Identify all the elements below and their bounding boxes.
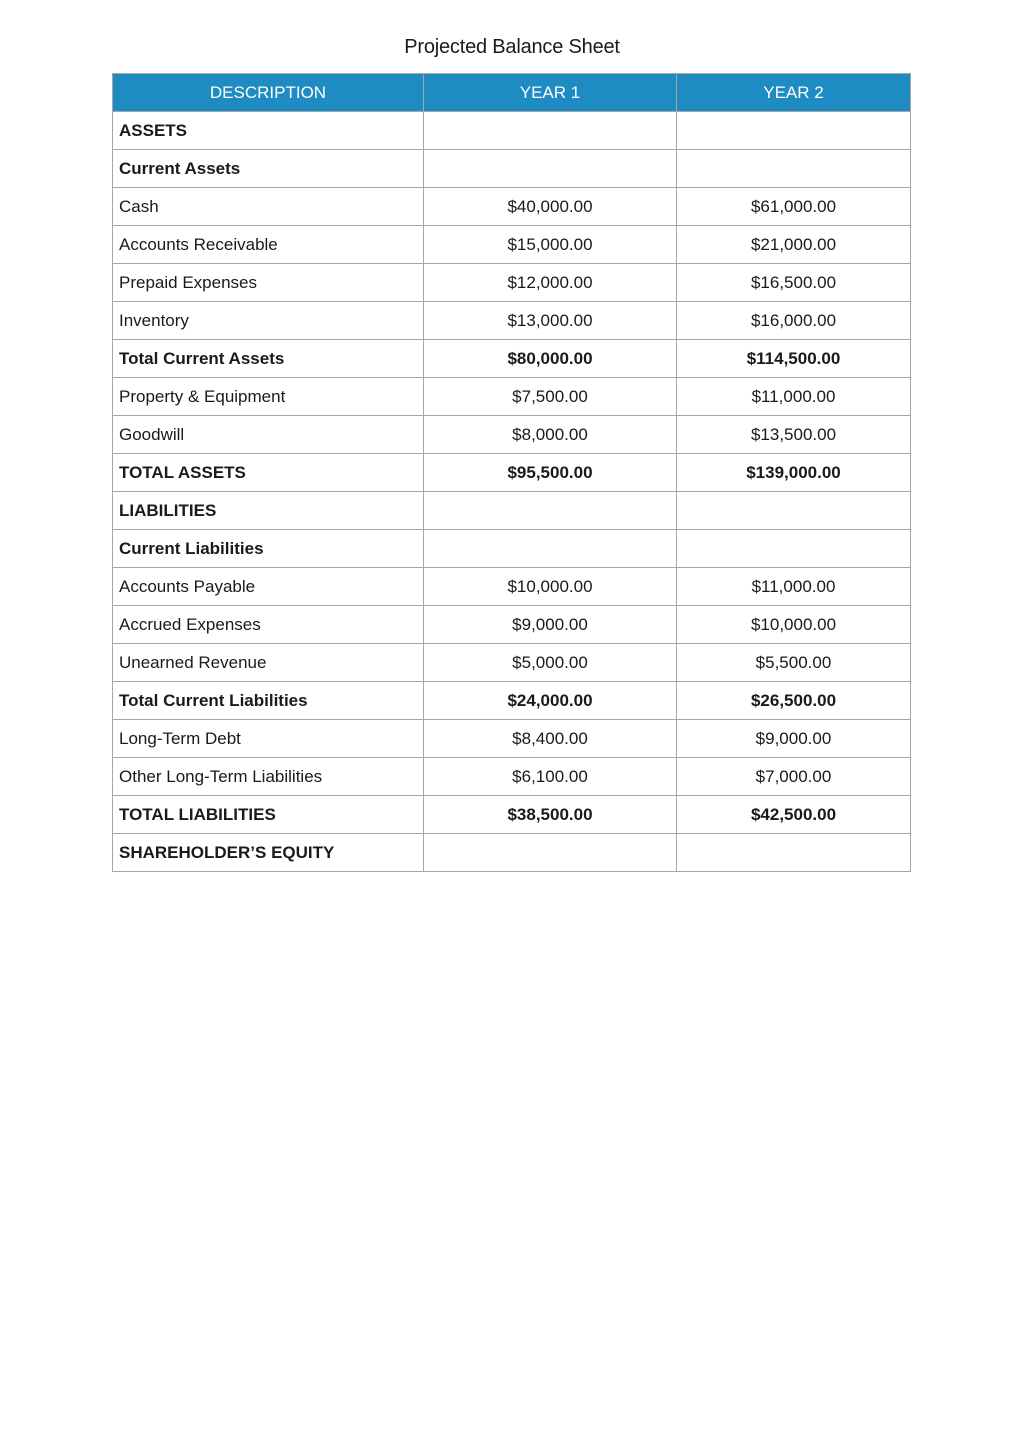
row-label: Long-Term Debt: [113, 720, 424, 758]
page-title: Projected Balance Sheet: [404, 36, 620, 58]
year-2-value: $9,000.00: [677, 720, 911, 758]
table-row: [113, 378, 911, 416]
column-header-description: DESCRIPTION: [113, 74, 424, 112]
year-1-value: [424, 530, 677, 568]
year-2-value: $114,500.00: [677, 340, 911, 378]
table-row: [113, 720, 911, 758]
balance-sheet-table: [112, 73, 911, 872]
row-label: Accrued Expenses: [113, 606, 424, 644]
table-row: [113, 226, 911, 264]
year-2-value: [677, 530, 911, 568]
table-row: [113, 150, 911, 188]
year-2-value: $21,000.00: [677, 226, 911, 264]
row-label: Prepaid Expenses: [113, 264, 424, 302]
year-1-value: [424, 834, 677, 872]
row-label: Current Liabilities: [113, 530, 424, 568]
row-label: Current Assets: [113, 150, 424, 188]
year-2-value: $139,000.00: [677, 454, 911, 492]
year-2-value: $61,000.00: [677, 188, 911, 226]
row-label: SHAREHOLDER’S EQUITY: [113, 834, 424, 872]
year-1-value: $12,000.00: [424, 264, 677, 302]
year-2-value: [677, 150, 911, 188]
year-2-value: $7,000.00: [677, 758, 911, 796]
table-row: [113, 758, 911, 796]
table-row: [113, 416, 911, 454]
row-label: Cash: [113, 188, 424, 226]
table-row: [113, 568, 911, 606]
table-row: [113, 188, 911, 226]
table-row: [113, 682, 911, 720]
year-1-value: [424, 492, 677, 530]
table-row: [113, 834, 911, 872]
table-row: [113, 796, 911, 834]
year-1-value: $24,000.00: [424, 682, 677, 720]
year-1-value: [424, 150, 677, 188]
year-1-value: $40,000.00: [424, 188, 677, 226]
year-2-value: $13,500.00: [677, 416, 911, 454]
row-label: Property & Equipment: [113, 378, 424, 416]
year-2-value: $11,000.00: [677, 568, 911, 606]
table-body: [113, 112, 911, 872]
row-label: TOTAL ASSETS: [113, 454, 424, 492]
table-row: [113, 644, 911, 682]
year-2-value: [677, 112, 911, 150]
table-row: [113, 606, 911, 644]
year-1-value: $15,000.00: [424, 226, 677, 264]
table-row: [113, 530, 911, 568]
year-1-value: $13,000.00: [424, 302, 677, 340]
table-row: [113, 264, 911, 302]
year-2-value: $16,000.00: [677, 302, 911, 340]
row-label: Total Current Assets: [113, 340, 424, 378]
year-1-value: $8,000.00: [424, 416, 677, 454]
year-2-value: $11,000.00: [677, 378, 911, 416]
year-1-value: $10,000.00: [424, 568, 677, 606]
row-label: Unearned Revenue: [113, 644, 424, 682]
table-row: [113, 112, 911, 150]
year-2-value: [677, 492, 911, 530]
year-2-value: $5,500.00: [677, 644, 911, 682]
table-header-row: [113, 74, 911, 112]
row-label: Other Long-Term Liabilities: [113, 758, 424, 796]
year-2-value: $10,000.00: [677, 606, 911, 644]
table-row: [113, 340, 911, 378]
table-row: [113, 492, 911, 530]
year-2-value: [677, 834, 911, 872]
year-1-value: $38,500.00: [424, 796, 677, 834]
year-1-value: [424, 112, 677, 150]
year-1-value: $8,400.00: [424, 720, 677, 758]
row-label: Accounts Receivable: [113, 226, 424, 264]
row-label: Total Current Liabilities: [113, 682, 424, 720]
year-2-value: $26,500.00: [677, 682, 911, 720]
row-label: Goodwill: [113, 416, 424, 454]
year-1-value: $80,000.00: [424, 340, 677, 378]
table-row: [113, 454, 911, 492]
row-label: LIABILITIES: [113, 492, 424, 530]
column-header-year-2: YEAR 2: [677, 74, 911, 112]
year-1-value: $6,100.00: [424, 758, 677, 796]
year-2-value: $42,500.00: [677, 796, 911, 834]
table-row: [113, 302, 911, 340]
year-1-value: $95,500.00: [424, 454, 677, 492]
row-label: ASSETS: [113, 112, 424, 150]
year-1-value: $7,500.00: [424, 378, 677, 416]
year-1-value: $9,000.00: [424, 606, 677, 644]
row-label: Inventory: [113, 302, 424, 340]
row-label: Accounts Payable: [113, 568, 424, 606]
year-1-value: $5,000.00: [424, 644, 677, 682]
year-2-value: $16,500.00: [677, 264, 911, 302]
column-header-year-1: YEAR 1: [424, 74, 677, 112]
row-label: TOTAL LIABILITIES: [113, 796, 424, 834]
